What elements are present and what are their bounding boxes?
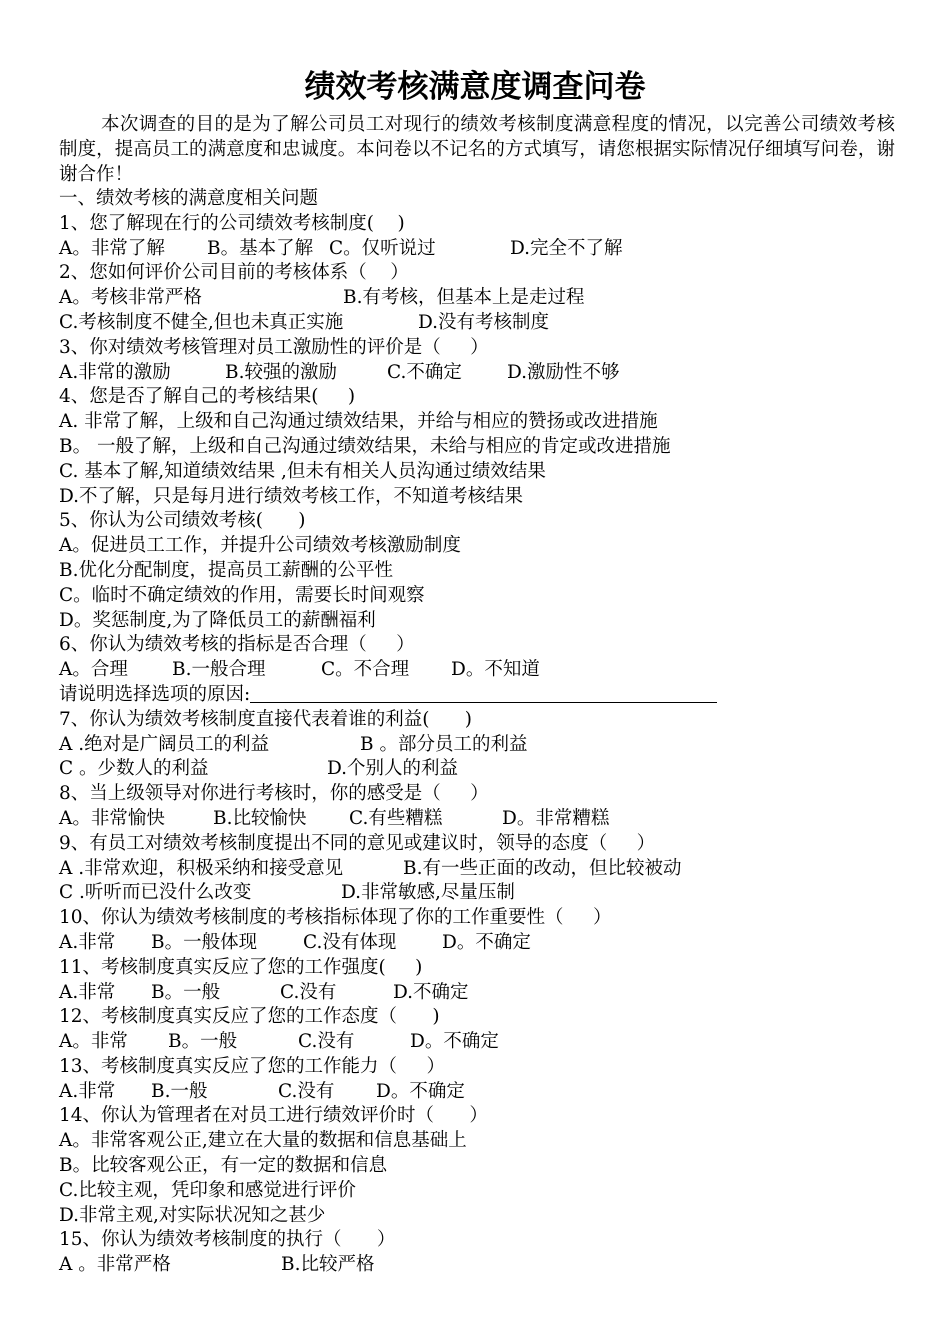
- option-text: B.一般合理: [172, 659, 266, 681]
- option-text: C.不确定: [387, 361, 462, 383]
- option-text: B。一般体现: [151, 931, 258, 953]
- section-heading: 一、绩效考核的满意度相关问题: [59, 188, 319, 209]
- option-text: D.非常敏感,尽量压制: [341, 882, 515, 904]
- option-text: B.有考核，但基本上是走过程: [343, 287, 585, 309]
- option-row: [59, 931, 895, 956]
- option-text: A.非常: [59, 981, 116, 1003]
- option-text: D.非常主观,对实际状况知之甚少: [59, 1204, 326, 1226]
- option-row: [59, 733, 895, 758]
- option-text: A 。非常严格: [59, 1254, 171, 1276]
- option-text: C。仅听说过: [329, 237, 436, 259]
- option-text: C.没有体现: [303, 931, 397, 953]
- question-14: 14、你认为管理者在对员工进行绩效评价时（ ）: [59, 1105, 488, 1127]
- option-text: A.非常: [59, 1080, 116, 1102]
- option-text: D。不确定: [442, 931, 531, 953]
- option-text: D.不确定: [393, 981, 469, 1003]
- questionnaire-body: [59, 187, 895, 1278]
- option-text: B.有一些正面的改动，但比较被动: [403, 857, 682, 879]
- option-row: [59, 311, 895, 336]
- option-text: A .非常欢迎，积极采纳和接受意见: [59, 857, 350, 879]
- option-text: D。不知道: [451, 659, 540, 681]
- option-text: B.较强的激励: [225, 361, 337, 383]
- option-text: B。基本了解: [207, 237, 314, 259]
- option-text: C .听听而已没什么改变: [59, 882, 252, 904]
- reason-label: 请说明选择选项的原因:: [59, 683, 251, 705]
- intro-paragraph: 本次调查的目的是为了解公司员工对现行的绩效考核制度满意程度的情况，以完善公司绩效考核制度，提高员工的满意度和忠诚度。本问卷以不记名的方式填写，请您根据实际情况仔细填写问卷，谢谢合作！: [59, 114, 895, 185]
- option-text: A。非常愉快: [59, 807, 165, 829]
- option-row: [59, 361, 895, 386]
- option-text: D。非常糟糕: [502, 807, 610, 829]
- option-text: C。临时不确定绩效的作用，需要长时间观察: [59, 584, 425, 606]
- option-text: D。不确定: [376, 1080, 465, 1102]
- option-row: [59, 286, 895, 311]
- option-row: [59, 1204, 895, 1229]
- option-row: [59, 857, 895, 882]
- question-15: 15、你认为绩效考核制度的执行（ ）: [59, 1229, 396, 1251]
- option-text: A .绝对是广阔员工的利益: [59, 733, 270, 755]
- question-5: 5、你认为公司绩效考核( ): [59, 510, 306, 532]
- option-row: [59, 584, 895, 609]
- option-text: C.比较主观，凭印象和感觉进行评价: [59, 1179, 356, 1201]
- question-6: 6、你认为绩效考核的指标是否合理（ ）: [59, 634, 415, 656]
- option-row: [59, 237, 895, 262]
- option-row: [59, 981, 895, 1006]
- option-row: [59, 485, 895, 510]
- reason-row: [59, 683, 895, 708]
- option-row: [59, 757, 895, 782]
- option-row: [59, 460, 895, 485]
- question-8: 8、当上级领导对你进行考核时，你的感受是（ ）: [59, 783, 489, 805]
- option-text: B.比较愉快: [213, 807, 307, 829]
- question-1: 1、您了解现在行的公司绩效考核制度( ): [59, 212, 405, 234]
- question-7: 7、你认为绩效考核制度直接代表着谁的利益( ): [59, 708, 472, 730]
- option-row: [59, 1030, 895, 1055]
- option-row: [59, 658, 895, 683]
- option-text: D.完全不了解: [510, 237, 623, 259]
- option-text: C.没有: [278, 1080, 335, 1102]
- option-text: D.激励性不够: [507, 361, 620, 383]
- option-row: [59, 1253, 895, 1278]
- option-text: D.个别人的利益: [327, 758, 459, 780]
- option-text: C 。少数人的利益: [59, 758, 209, 780]
- option-text: C.没有: [280, 981, 337, 1003]
- question-11: 11、考核制度真实反应了您的工作强度( ): [59, 956, 423, 978]
- option-row: [59, 807, 895, 832]
- option-text: B 。部分员工的利益: [360, 733, 528, 755]
- option-row: [59, 534, 895, 559]
- option-text: B。一般: [151, 981, 221, 1003]
- option-text: C. 基本了解,知道绩效结果 ,但未有相关人员沟通过绩效结果: [59, 460, 546, 482]
- reason-blank-line[interactable]: [250, 684, 717, 703]
- option-text: C.考核制度不健全,但也未真正实施: [59, 311, 344, 333]
- option-row: [59, 1080, 895, 1105]
- option-row: [59, 1154, 895, 1179]
- question-2: 2、您如何评价公司目前的考核体系（ ）: [59, 262, 409, 284]
- option-row: [59, 609, 895, 634]
- question-10: 10、你认为绩效考核制度的考核指标体现了你的工作重要性（ ）: [59, 907, 612, 929]
- option-text: A.非常: [59, 931, 116, 953]
- option-text: D.不了解，只是每月进行绩效考核工作，不知道考核结果: [59, 485, 524, 507]
- question-12: 12、考核制度真实反应了您的工作态度（ ): [59, 1006, 440, 1028]
- option-text: D.没有考核制度: [418, 311, 550, 333]
- option-row: [59, 559, 895, 584]
- option-text: B。一般: [168, 1031, 238, 1053]
- option-text: C。不合理: [321, 659, 410, 681]
- option-text: A。非常了解: [59, 237, 165, 259]
- question-9: 9、有员工对绩效考核制度提出不同的意见或建议时，领导的态度（ ）: [59, 832, 656, 854]
- option-text: C.没有: [298, 1031, 355, 1053]
- option-text: A.非常的激励: [59, 361, 171, 383]
- document-title: 绩效考核满意度调查问卷: [304, 69, 646, 105]
- option-row: [59, 1129, 895, 1154]
- option-row: [59, 881, 895, 906]
- question-13: 13、考核制度真实反应了您的工作能力（ ）: [59, 1055, 445, 1077]
- question-4: 4、您是否了解自己的考核结果( ): [59, 386, 356, 408]
- option-text: B.比较严格: [281, 1254, 375, 1276]
- option-text: C.有些糟糕: [349, 807, 443, 829]
- option-text: D。不确定: [410, 1031, 499, 1053]
- option-text: A。非常: [59, 1031, 128, 1053]
- option-text: A. 非常了解，上级和自己沟通过绩效结果，并给与相应的赞扬或改进措施: [59, 411, 658, 433]
- option-text: B.优化分配制度，提高员工薪酬的公平性: [59, 559, 393, 581]
- question-3: 3、你对绩效考核管理对员工激励性的评价是（ ）: [59, 336, 489, 358]
- option-text: A。促进员工工作，并提升公司绩效考核激励制度: [59, 535, 461, 557]
- option-text: B.一般: [151, 1080, 208, 1102]
- option-text: A。合理: [59, 659, 128, 681]
- option-text: B。 一般了解，上级和自己沟通过绩效结果，未给与相应的肯定或改进措施: [59, 435, 671, 457]
- option-row: [59, 1179, 895, 1204]
- option-row: [59, 410, 895, 435]
- option-text: A。非常客观公正,建立在大量的数据和信息基础上: [59, 1130, 467, 1152]
- option-row: [59, 435, 895, 460]
- option-text: B。比较客观公正，有一定的数据和信息: [59, 1155, 388, 1177]
- option-text: A。考核非常严格: [59, 287, 202, 309]
- option-text: D。奖惩制度,为了降低员工的薪酬福利: [59, 609, 376, 631]
